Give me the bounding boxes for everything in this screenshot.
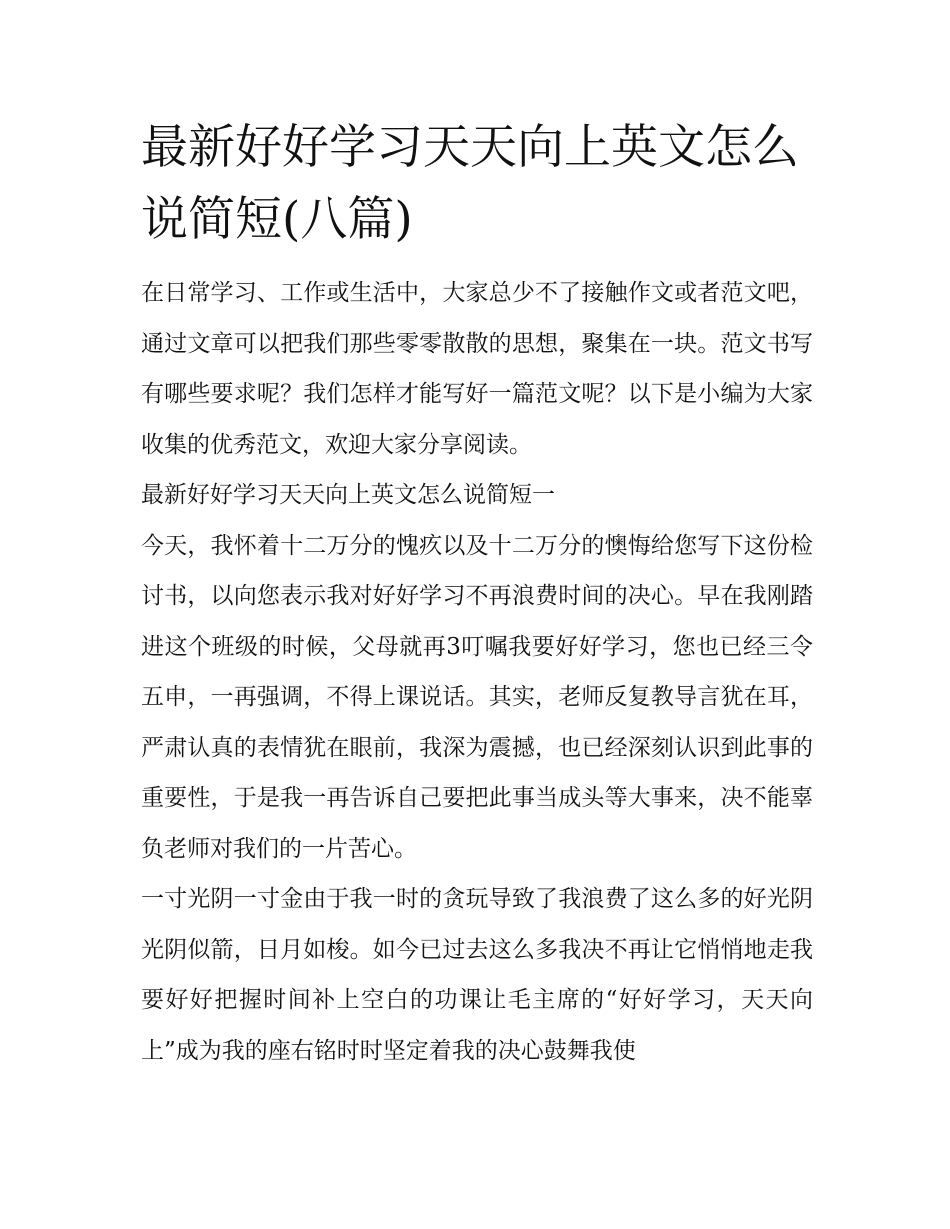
document-page xyxy=(141,112,813,1076)
document-title: 最新好好学习天天向上英文怎么说简短(八篇) xyxy=(141,120,799,247)
document-body xyxy=(141,268,813,1076)
body-paragraph: 今天，我怀着十二万分的愧疚以及十二万分的懊悔给您写下这份检讨书，以向您表示我对好好学习不再浪费时间的决心。早在我刚踏进这个班级的时候，父母就再3叮嘱我要好好学习，您也已经三令五申，一再强调，不得上课说话。其实，老师反复教导言犹在耳，严肃认真的表情犹在眼前，我深为震撼，也已经深刻认识到此事的重要性，于是我一再告诉自己要把此事当成头等大事来，决不能辜负老师对我们的一片苦心。 xyxy=(141,532,813,862)
intro-paragraph: 在日常学习、工作或生活中，大家总少不了接触作文或者范文吧，通过文章可以把我们那些零零散散的思想，聚集在一块。范文书写有哪些要求呢？我们怎样才能写好一篇范文呢？以下是小编为大家收集的优秀范文，欢迎大家分享阅读。 xyxy=(141,280,813,458)
section-heading: 最新好好学习天天向上英文怎么说简短一 xyxy=(141,482,555,508)
body-paragraph: 一寸光阴一寸金由于我一时的贪玩导致了我浪费了这么多的好光阴光阴似箭，日月如梭。如今已过去这么多我决不再让它悄悄地走我要好好把握时间补上空白的功课让毛主席的“好好学习，天天向上”成为我的座右铭时时坚定着我的决心鼓舞我使 xyxy=(141,886,813,1064)
